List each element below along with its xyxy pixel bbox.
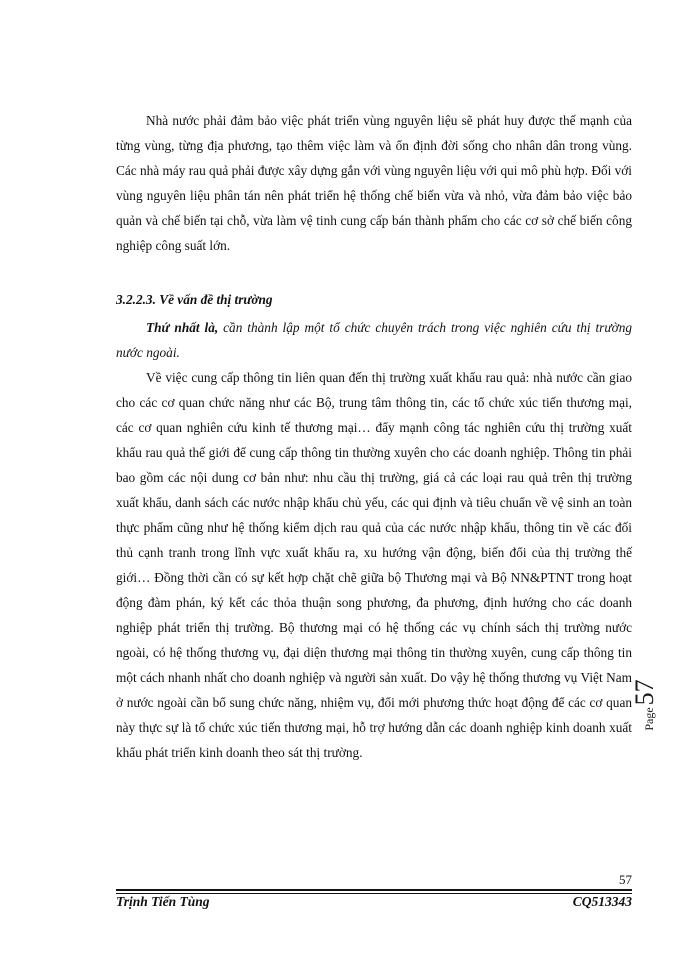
side-page-word: Page (642, 707, 656, 731)
paragraph-thu-nhat (116, 315, 632, 365)
side-page-label (630, 679, 700, 731)
footer-code: CQ513343 (572, 894, 632, 909)
side-page-number: 57 (630, 679, 659, 706)
paragraph-lead-rest: cần thành lập một tổ chức chuyên trách trong việc nghiên cứu thị trường nước ngoài. (116, 320, 632, 360)
paragraph-vung-nguyen-lieu: Nhà nước phải đảm bảo việc phát triển vùng nguyên liệu sẽ phát huy được thế mạnh của từng vùng, từng địa phương, tạo thêm việc làm và ổn định đời sống cho nhân dân trong vùng. Các nhà máy rau quả phải được xây dựng gắn với vùng nguyên liệu với qui mô phù hợp. Đối với vùng nguyên liệu phân tán nên phát triển hệ thống chế biến vừa và nhỏ, vừa đảm bảo việc bảo quản và chế biến tại chỗ, vừa làm vệ tinh cung cấp bán thành phẩm cho các cơ sở chế biến công nghiệp công suất lớn. (116, 113, 632, 253)
footer-page-number: 57 (619, 872, 632, 887)
paragraph-lead: Thứ nhất là, (146, 320, 219, 335)
section-heading: 3.2.2.3. Về vấn đề thị trường (116, 292, 273, 307)
footer-rule-thick (116, 889, 632, 891)
paragraph-thong-tin-thi-truong: Về việc cung cấp thông tin liên quan đến thị trường xuất khẩu rau quả: nhà nước cần giao cho các cơ quan chức năng như các Bộ, trung tâm thông tin, các tổ chức xúc tiến thương mại, các cơ quan nghiên cứu kinh tế thương mại… đẩy mạnh công tác nghiên cứu thị trường xuất khẩu rau quả thế giới để cung cấp thông tin thường xuyên cho các doanh nghiệp. Thông tin phải bao gồm các nội dung cơ bản như: nhu cầu thị trường, giá cả các loại rau quả trên thị trường xuất khẩu, danh sách các nước nhập khẩu chủ yếu, các qui định và tiêu chuẩn về vệ sinh an toàn thực phẩm cũng như hệ thống kiểm dịch rau quả của các nước nhập khẩu, thông tin về các đối thủ cạnh tranh trong lĩnh vực xuất khẩu ra, xu hướng vận động, biến đổi của thị trường thế giới… Đồng thời cần có sự kết hợp chặt chẽ giữa bộ Thương mại và Bộ NN&PTNT trong hoạt động đàm phán, ký kết các thỏa thuận song phương, đa phương, định hướng cho các doanh nghiệp phát triển thị trường. Bộ thương mại có hệ thống các vụ chính sách thị trường nước ngoài, có hệ thống thương vụ, đại diện thương mại thông tin thường xuyên, cung cấp thông tin một cách nhanh nhất cho doanh nghiệp và người sản xuất. Do vậy hệ thống thương vụ Việt Nam ở nước ngoài cần bổ sung chức năng, nhiệm vụ, đổi mới phương thức hoạt động để các cơ quan này thực sự là tổ chức xúc tiến thương mại, hỗ trợ hướng dẫn các doanh nghiệp kinh doanh xuất khẩu phát triển kinh doanh theo sát thị trường. (116, 370, 632, 760)
footer-author: Trịnh Tiến Tùng (116, 894, 210, 909)
